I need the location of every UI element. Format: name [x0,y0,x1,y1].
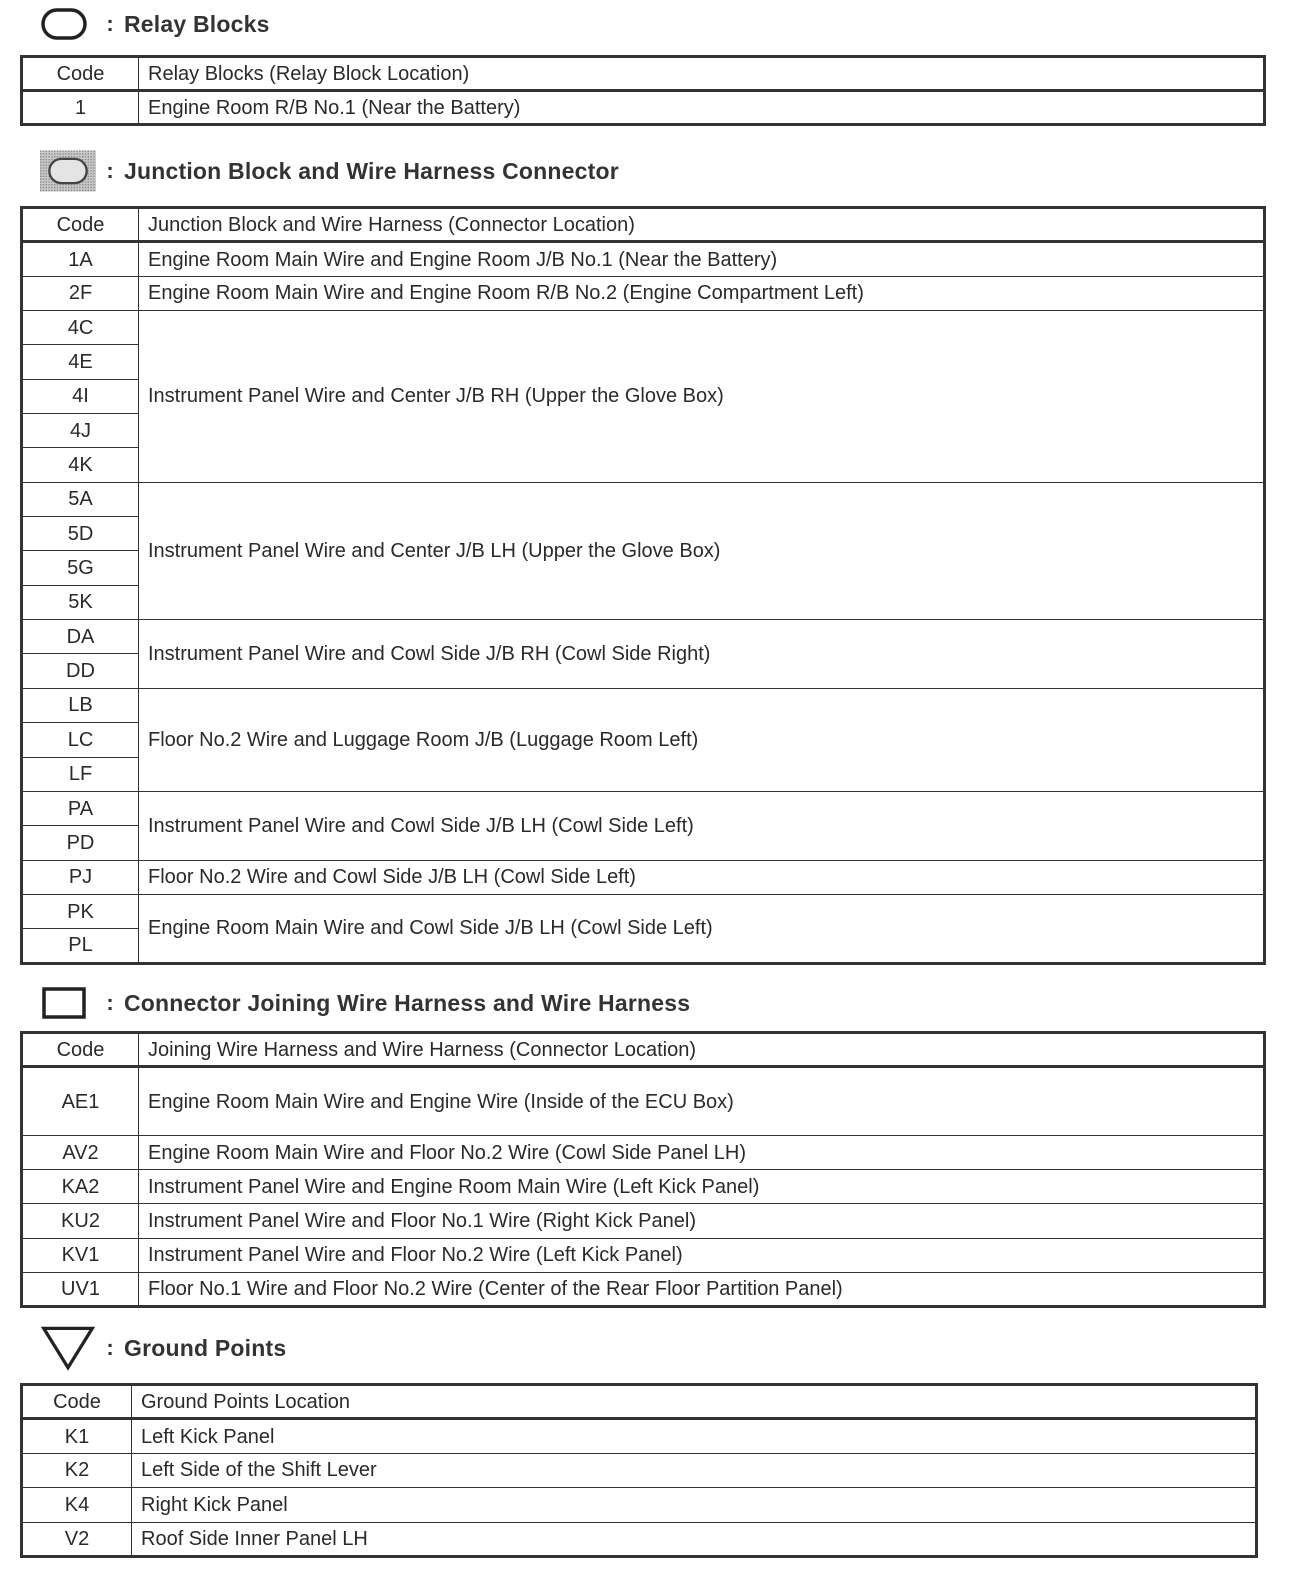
ground-points-table [20,1383,1258,1558]
code-cell: 4I [22,379,139,413]
table-row [22,1170,1265,1204]
code-cell: 4C [22,311,139,345]
junction-block-table [20,206,1266,965]
table-row [22,311,1265,345]
table-header-row [22,1033,1265,1067]
heading-colon: : [106,11,114,36]
table-row [22,1273,1265,1307]
table-row [22,1135,1265,1169]
location-cell: Floor No.1 Wire and Floor No.2 Wire (Center of the Rear Floor Partition Panel) [139,1273,1265,1307]
code-cell: AE1 [22,1067,139,1136]
table-row [22,482,1265,516]
column-header-code: Code [22,1033,139,1067]
location-cell: Roof Side Inner Panel LH [132,1522,1257,1556]
table-row [22,860,1265,894]
code-cell: 5A [22,482,139,516]
location-cell: Floor No.2 Wire and Cowl Side J/B LH (Cowl Side Left) [139,860,1265,894]
triangle-down-icon [40,1328,96,1368]
code-cell: K2 [22,1453,132,1487]
code-cell: LC [22,723,139,757]
code-cell: 4E [22,345,139,379]
location-cell: Engine Room Main Wire and Engine Room J/B No.1 (Near the Battery) [139,242,1265,276]
location-cell: Instrument Panel Wire and Engine Room Main Wire (Left Kick Panel) [139,1170,1265,1204]
code-cell: K4 [22,1488,132,1522]
table-header-row [22,1385,1257,1419]
location-cell: Floor No.2 Wire and Luggage Room J/B (Luggage Room Left) [139,688,1265,791]
location-cell: Instrument Panel Wire and Cowl Side J/B RH (Cowl Side Right) [139,620,1265,689]
table-row [22,1522,1257,1556]
heading-colon: : [106,1335,114,1360]
code-cell: DA [22,620,139,654]
location-cell: Engine Room R/B No.1 (Near the Battery) [139,91,1265,125]
location-cell: Instrument Panel Wire and Center J/B RH (Upper the Glove Box) [139,311,1265,483]
location-cell: Left Side of the Shift Lever [132,1453,1257,1487]
code-cell: 5G [22,551,139,585]
column-header-code: Code [22,208,139,242]
table-header-row [22,57,1265,91]
location-cell: Instrument Panel Wire and Center J/B LH (Upper the Glove Box) [139,482,1265,619]
location-cell: Instrument Panel Wire and Cowl Side J/B LH (Cowl Side Left) [139,791,1265,860]
table-row [22,91,1265,125]
location-cell: Engine Room Main Wire and Cowl Side J/B LH (Cowl Side Left) [139,894,1265,963]
table-row [22,1067,1265,1136]
location-cell: Engine Room Main Wire and Engine Wire (Inside of the ECU Box) [139,1067,1265,1136]
column-header-location: Junction Block and Wire Harness (Connector Location) [139,208,1265,242]
code-cell: K1 [22,1419,132,1453]
code-cell: 4K [22,448,139,482]
column-header-location: Joining Wire Harness and Wire Harness (Connector Location) [139,1033,1265,1067]
section-heading-relay-blocks [40,4,270,44]
column-header-code: Code [22,1385,132,1419]
column-header-code: Code [22,57,139,91]
code-cell: PK [22,894,139,928]
table-row [22,1453,1257,1487]
code-cell: KV1 [22,1238,139,1272]
table-header-row [22,208,1265,242]
column-header-location: Relay Blocks (Relay Block Location) [139,57,1265,91]
table-row [22,1204,1265,1238]
table-row [22,894,1265,928]
code-cell: PL [22,929,139,963]
code-cell: 4J [22,414,139,448]
table-row [22,242,1265,276]
location-cell: Instrument Panel Wire and Floor No.1 Wire (Right Kick Panel) [139,1204,1265,1238]
code-cell: 5K [22,585,139,619]
relay-blocks-table [20,55,1266,126]
code-cell: UV1 [22,1273,139,1307]
code-cell: 1A [22,242,139,276]
table-row [22,688,1265,722]
code-cell: LB [22,688,139,722]
location-cell: Engine Room Main Wire and Floor No.2 Wire (Cowl Side Panel LH) [139,1135,1265,1169]
column-header-location: Ground Points Location [132,1385,1257,1419]
location-cell: Instrument Panel Wire and Floor No.2 Wire (Left Kick Panel) [139,1238,1265,1272]
code-cell: LF [22,757,139,791]
table-row [22,276,1265,310]
code-cell: V2 [22,1522,132,1556]
section-title: Relay Blocks [124,10,270,37]
code-cell: PJ [22,860,139,894]
section-heading-junction-block [40,151,619,191]
code-cell: AV2 [22,1135,139,1169]
table-row [22,1419,1257,1453]
table-row [22,1238,1265,1272]
section-title: Ground Points [124,1334,287,1361]
oval-shaded-icon [40,151,96,191]
code-cell: 2F [22,276,139,310]
code-cell: PA [22,791,139,825]
heading-colon: : [106,990,114,1015]
code-cell: 1 [22,91,139,125]
code-cell: KA2 [22,1170,139,1204]
location-cell: Left Kick Panel [132,1419,1257,1453]
code-cell: PD [22,826,139,860]
code-cell: DD [22,654,139,688]
section-title: Junction Block and Wire Harness Connector [124,157,619,184]
table-row [22,791,1265,825]
section-title: Connector Joining Wire Harness and Wire Harness [124,989,691,1016]
section-heading-ground-points [40,1328,286,1368]
location-cell: Right Kick Panel [132,1488,1257,1522]
rectangle-outline-icon [40,983,96,1023]
section-heading-connector-joining [40,983,690,1023]
code-cell: KU2 [22,1204,139,1238]
table-row [22,1488,1257,1522]
heading-colon: : [106,158,114,183]
code-cell: 5D [22,517,139,551]
table-row [22,620,1265,654]
connector-joining-table [20,1031,1266,1308]
oval-outline-icon [40,4,96,44]
location-cell: Engine Room Main Wire and Engine Room R/B No.2 (Engine Compartment Left) [139,276,1265,310]
